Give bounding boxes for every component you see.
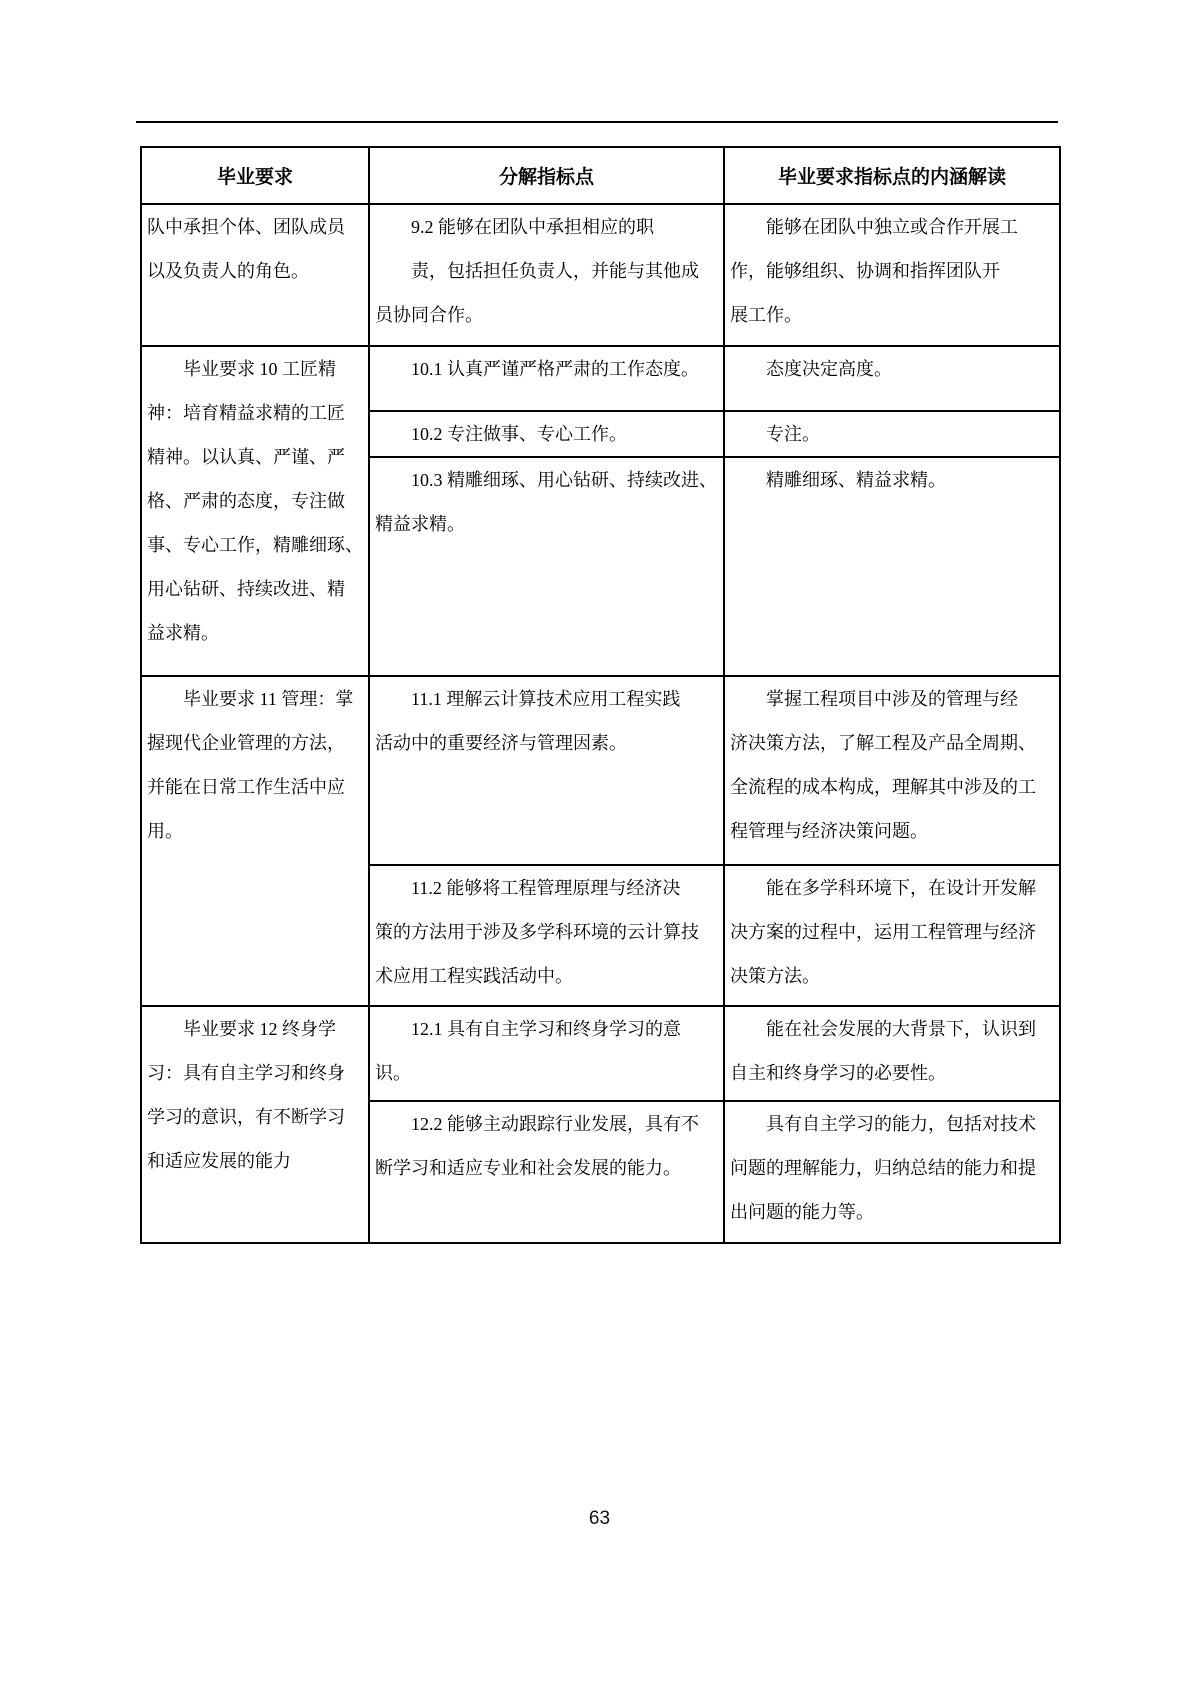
cell-text-line: 12.1 具有自主学习和终身学习的意 — [375, 1019, 681, 1039]
cell-text-line: 专注。 — [730, 424, 820, 444]
indicator-cell — [369, 411, 724, 457]
cell-text-line: 毕业要求 10 工匠精 — [147, 359, 336, 379]
cell-text-line: 11.2 能够将工程管理原理与经济决 — [375, 878, 681, 898]
indicator-cell — [369, 346, 724, 411]
table-row — [141, 346, 1060, 411]
cell-text-line: 决策方法。 — [730, 966, 820, 986]
cell-text-line: 识。 — [375, 1063, 411, 1083]
cell-text-line: 以及负责人的角色。 — [147, 261, 309, 281]
cell-text-line: 10.3 精雕细琢、用心钻研、持续改进、 — [375, 470, 717, 490]
interpretation-cell — [724, 676, 1060, 865]
cell-text-line: 习：具有自主学习和终身 — [147, 1063, 345, 1083]
cell-text-line: 程管理与经济决策问题。 — [730, 821, 928, 841]
interpretation-cell — [724, 865, 1060, 1006]
header-indicator: 分解指标点 — [369, 147, 724, 204]
cell-text-line: 事、专心工作，精雕细琢、 — [147, 535, 363, 555]
cell-text-line: 精雕细琢、精益求精。 — [730, 470, 946, 490]
indicator-cell — [369, 1101, 724, 1243]
cell-text-line: 决方案的过程中，运用工程管理与经济 — [730, 922, 1036, 942]
cell-text-line: 10.1 认真严谨严格严肃的工作态度。 — [375, 359, 699, 379]
cell-text-line: 用。 — [147, 821, 183, 841]
requirement-cell — [141, 204, 369, 346]
header-requirement: 毕业要求 — [141, 147, 369, 204]
cell-text-line: 术应用工程实践活动中。 — [375, 966, 573, 986]
cell-text-line: 责，包括担任负责人，并能与其他成 — [375, 261, 699, 281]
table-row — [141, 676, 1060, 865]
table-row — [141, 1006, 1060, 1101]
cell-text-line: 格、严肃的态度，专注做 — [147, 491, 345, 511]
cell-text-line: 神：培育精益求精的工匠 — [147, 403, 345, 423]
cell-text-line: 济决策方法，了解工程及产品全周期、 — [730, 733, 1036, 753]
cell-text-line: 学习的意识，有不断学习 — [147, 1107, 345, 1127]
table-header-row — [141, 147, 1060, 204]
interpretation-cell — [724, 204, 1060, 346]
indicator-cell — [369, 204, 724, 346]
cell-text-line: 益求精。 — [147, 623, 219, 643]
cell-text-line: 毕业要求 12 终身学 — [147, 1019, 336, 1039]
cell-text-line: 展工作。 — [730, 305, 802, 325]
requirement-cell — [141, 676, 369, 1006]
cell-text-line: 具有自主学习的能力，包括对技术 — [730, 1114, 1036, 1134]
cell-text-line: 11.1 理解云计算技术应用工程实践 — [375, 689, 681, 709]
cell-text-line: 自主和终身学习的必要性。 — [730, 1063, 946, 1083]
cell-text-line: 断学习和适应专业和社会发展的能力。 — [375, 1158, 681, 1178]
cell-text-line: 出问题的能力等。 — [730, 1202, 874, 1222]
cell-text-line: 能在社会发展的大背景下，认识到 — [730, 1019, 1036, 1039]
cell-text-line: 9.2 能够在团队中承担相应的职 — [375, 217, 654, 237]
cell-text-line: 态度决定高度。 — [730, 359, 892, 379]
header-interpretation: 毕业要求指标点的内涵解读 — [724, 147, 1060, 204]
header-rule — [136, 121, 1058, 123]
page-number: 63 — [588, 1508, 611, 1529]
cell-text-line: 握现代企业管理的方法， — [147, 733, 345, 753]
table-row — [141, 204, 1060, 346]
interpretation-cell — [724, 411, 1060, 457]
cell-text-line: 活动中的重要经济与管理因素。 — [375, 733, 627, 753]
interpretation-cell — [724, 1006, 1060, 1101]
cell-text-line: 和适应发展的能力 — [147, 1151, 291, 1171]
indicator-cell — [369, 865, 724, 1006]
cell-text-line: 策的方法用于涉及多学科环境的云计算技 — [375, 922, 699, 942]
cell-text-line: 毕业要求 11 管理：掌 — [147, 689, 354, 709]
indicator-cell — [369, 457, 724, 676]
cell-text-line: 10.2 专注做事、专心工作。 — [375, 424, 627, 444]
cell-text-line: 队中承担个体、团队成员 — [147, 217, 345, 237]
cell-text-line: 精神。以认真、严谨、严 — [147, 447, 345, 467]
cell-text-line: 掌握工程项目中涉及的管理与经 — [730, 689, 1018, 709]
cell-text-line: 员协同合作。 — [375, 305, 483, 325]
cell-text-line: 全流程的成本构成，理解其中涉及的工 — [730, 777, 1036, 797]
cell-text-line: 能够在团队中独立或合作开展工 — [730, 217, 1018, 237]
interpretation-cell — [724, 1101, 1060, 1243]
cell-text-line: 能在多学科环境下，在设计开发解 — [730, 878, 1036, 898]
indicator-cell — [369, 1006, 724, 1101]
cell-text-line: 精益求精。 — [375, 514, 465, 534]
cell-text-line: 并能在日常工作生活中应 — [147, 777, 345, 797]
cell-text-line: 用心钻研、持续改进、精 — [147, 579, 345, 599]
cell-text-line: 作，能够组织、协调和指挥团队开 — [730, 261, 1000, 281]
cell-text-line: 问题的理解能力，归纳总结的能力和提 — [730, 1158, 1036, 1178]
requirement-cell — [141, 1006, 369, 1243]
graduation-requirements-table — [140, 146, 1061, 1244]
indicator-cell — [369, 676, 724, 865]
requirement-cell — [141, 346, 369, 676]
interpretation-cell — [724, 346, 1060, 411]
cell-text-line: 12.2 能够主动跟踪行业发展，具有不 — [375, 1114, 699, 1134]
interpretation-cell — [724, 457, 1060, 676]
